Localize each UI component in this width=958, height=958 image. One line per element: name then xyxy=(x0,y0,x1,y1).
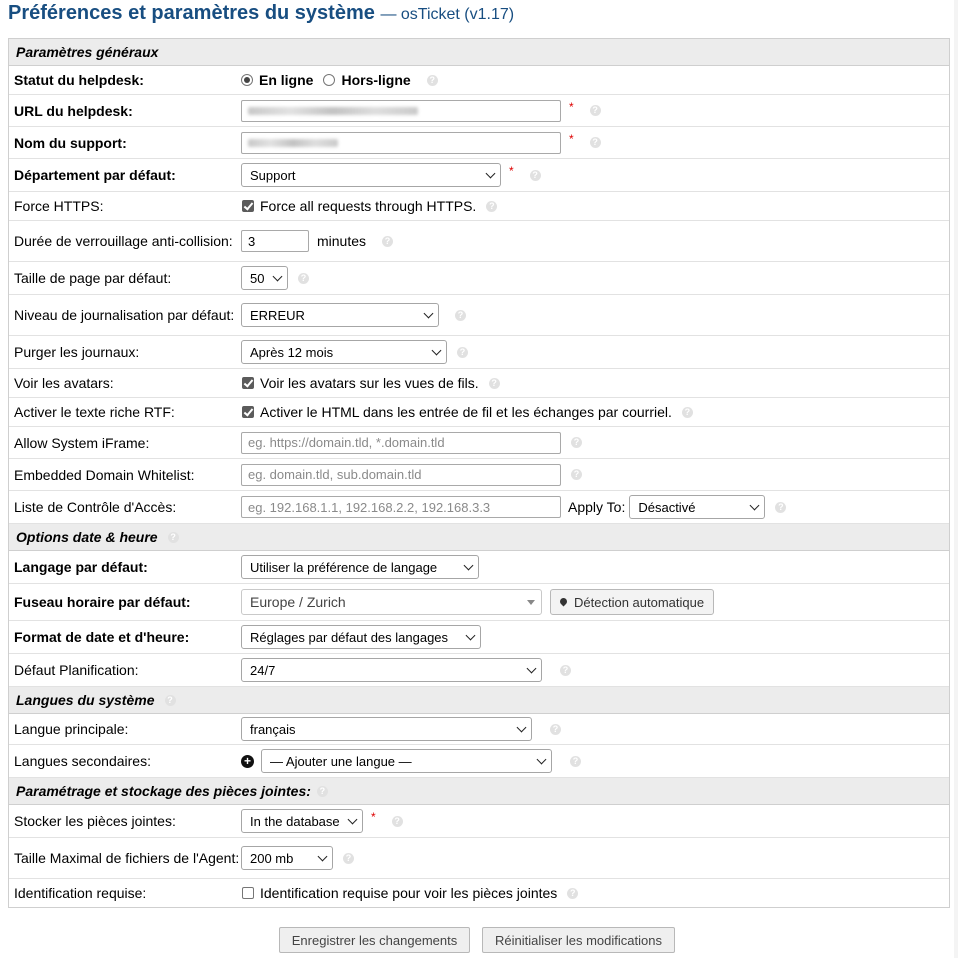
field-attachment-storage xyxy=(241,809,949,833)
max-file-size-value: 200 mb xyxy=(250,850,294,866)
field-helpdesk-url xyxy=(241,100,949,122)
row-acl xyxy=(9,491,949,524)
chevron-down-icon xyxy=(486,168,496,178)
row-helpdesk-name xyxy=(9,127,949,159)
radio-online[interactable] xyxy=(241,74,253,86)
force-https-checkbox[interactable] xyxy=(242,200,254,212)
field-domain-whitelist xyxy=(241,464,949,486)
field-helpdesk-name xyxy=(241,132,949,154)
label-default-department: Département par défaut: xyxy=(14,167,176,183)
scrollbar[interactable] xyxy=(954,0,958,958)
date-format-select[interactable] xyxy=(241,625,481,649)
row-rich-text xyxy=(9,398,949,427)
help-department-icon[interactable]: ? xyxy=(530,170,541,181)
required-marker: * xyxy=(569,99,574,114)
label-timezone: Fuseau horaire par défaut: xyxy=(14,594,191,610)
chevron-down-icon xyxy=(348,814,358,824)
row-avatars xyxy=(9,369,949,398)
schedule-select[interactable] xyxy=(241,658,542,682)
row-max-file-size xyxy=(9,838,949,879)
acl-input[interactable] xyxy=(241,496,561,518)
label-date-format: Format de date et d'heure: xyxy=(14,629,190,645)
label-helpdesk-name: Nom du support: xyxy=(14,134,127,151)
row-default-language xyxy=(9,551,949,584)
label-default-language: Langage par défaut: xyxy=(14,559,148,575)
field-max-file-size xyxy=(241,846,949,870)
help-iframe-icon[interactable]: ? xyxy=(571,437,582,448)
help-storage-icon[interactable]: ? xyxy=(392,816,403,827)
field-auth-required xyxy=(241,885,949,901)
field-lock-duration xyxy=(241,230,949,252)
default-language-select[interactable] xyxy=(241,555,479,579)
plus-circle-icon[interactable]: + xyxy=(241,755,254,768)
avatars-text: Voir les avatars sur les vues de fils. xyxy=(260,375,479,391)
label-attachment-storage: Stocker les pièces jointes: xyxy=(14,813,176,829)
timezone-select[interactable] xyxy=(241,589,542,615)
page-size-value: 50 xyxy=(250,270,265,286)
help-avatars-icon[interactable]: ? xyxy=(489,378,500,389)
row-date-format xyxy=(9,621,949,654)
helpdesk-url-input[interactable] xyxy=(241,100,561,122)
attachment-storage-select[interactable] xyxy=(241,809,363,833)
help-secondary-language-icon[interactable]: ? xyxy=(570,756,581,767)
section-attachments-title: Paramétrage et stockage des pièces jointes: xyxy=(16,783,311,799)
lock-duration-unit: minutes xyxy=(317,233,367,249)
field-helpdesk-status xyxy=(241,72,949,88)
required-marker: * xyxy=(569,131,574,146)
rich-text-text: Activer le HTML dans les entrée de fil et les échanges par courriel. xyxy=(260,404,672,420)
force-https-text: Force all requests through HTTPS. xyxy=(260,198,477,214)
chevron-down-icon xyxy=(432,345,442,355)
label-lock-duration: Durée de verrouillage anti-collision: xyxy=(14,233,233,249)
chevron-down-icon xyxy=(464,560,474,570)
row-secondary-languages xyxy=(9,745,949,778)
label-primary-language: Langue principale: xyxy=(14,721,129,737)
row-page-size xyxy=(9,262,949,295)
chevron-down-icon xyxy=(318,851,328,861)
acl-apply-value: Désactivé xyxy=(638,499,696,515)
required-marker: * xyxy=(371,810,376,824)
chevron-down-icon xyxy=(424,308,434,318)
help-schedule-icon[interactable]: ? xyxy=(560,665,571,676)
row-domain-whitelist xyxy=(9,459,949,491)
department-select[interactable] xyxy=(241,163,501,187)
label-avatars: Voir les avatars: xyxy=(14,375,114,391)
label-schedule: Défaut Planification: xyxy=(14,662,139,678)
section-datetime xyxy=(9,524,949,551)
radio-offline[interactable] xyxy=(323,74,335,86)
schedule-value: 24/7 xyxy=(250,662,276,678)
label-force-https: Force HTTPS: xyxy=(14,198,104,214)
row-auth-required xyxy=(9,879,949,907)
settings-form xyxy=(8,38,950,908)
department-select-value: Support xyxy=(250,167,296,183)
field-rich-text xyxy=(241,404,949,420)
label-rich-text: Activer le texte riche RTF: xyxy=(14,404,175,420)
helpdesk-name-input[interactable] xyxy=(241,132,561,154)
row-lock-duration xyxy=(9,221,949,262)
label-auth-required: Identification requise: xyxy=(14,885,147,901)
map-marker-icon xyxy=(559,596,569,606)
help-status-icon[interactable]: ? xyxy=(427,75,438,86)
log-level-select[interactable] xyxy=(241,303,439,327)
label-log-level: Niveau de journalisation par défaut: xyxy=(14,307,235,323)
label-helpdesk-url: URL du helpdesk: xyxy=(14,102,133,119)
iframe-input[interactable] xyxy=(241,432,561,454)
primary-language-value: français xyxy=(250,721,296,737)
field-date-format xyxy=(241,625,949,649)
field-default-language xyxy=(241,555,949,579)
help-name-icon[interactable]: ? xyxy=(590,137,601,148)
field-iframe xyxy=(241,432,949,454)
save-button[interactable]: Enregistrer les changements xyxy=(279,927,470,953)
field-log-level xyxy=(241,303,949,327)
row-helpdesk-status xyxy=(9,66,949,95)
row-schedule xyxy=(9,654,949,687)
row-helpdesk-url xyxy=(9,95,949,127)
field-purge-logs xyxy=(241,340,949,364)
page-title-version: — osTicket (v1.17) xyxy=(380,6,515,23)
avatars-checkbox[interactable] xyxy=(242,377,254,389)
redacted-name-value xyxy=(248,139,338,147)
radio-online-label: En ligne xyxy=(259,72,314,88)
field-timezone xyxy=(241,589,949,615)
acl-apply-select[interactable] xyxy=(629,495,765,519)
help-primary-language-icon[interactable]: ? xyxy=(550,724,561,735)
label-iframe: Allow System iFrame: xyxy=(14,434,150,451)
redacted-url-value xyxy=(248,107,418,115)
auto-detect-label: Détection automatique xyxy=(574,594,705,610)
field-schedule xyxy=(241,658,949,682)
date-format-value: Réglages par défaut des langages xyxy=(250,629,449,645)
timezone-value: Europe / Zurich xyxy=(250,594,346,610)
row-purge-logs xyxy=(9,336,949,369)
field-acl xyxy=(241,495,949,519)
chevron-down-icon xyxy=(273,271,283,281)
chevron-down-icon xyxy=(750,500,760,510)
row-attachment-storage xyxy=(9,805,949,838)
row-log-level xyxy=(9,295,949,336)
page-size-select[interactable] xyxy=(241,266,288,290)
domain-whitelist-input[interactable] xyxy=(241,464,561,486)
section-attachments xyxy=(9,778,949,805)
primary-language-select[interactable] xyxy=(241,717,532,741)
radio-offline-label: Hors-ligne xyxy=(341,72,411,88)
label-purge-logs: Purger les journaux: xyxy=(14,344,140,360)
section-languages xyxy=(9,687,949,714)
help-maxsize-icon[interactable]: ? xyxy=(343,853,354,864)
help-lock-icon[interactable]: ? xyxy=(382,236,393,247)
row-iframe xyxy=(9,427,949,459)
label-helpdesk-status: Statut du helpdesk: xyxy=(14,72,144,88)
lock-duration-input[interactable] xyxy=(241,230,309,252)
reset-button[interactable]: Réinitialiser les modifications xyxy=(482,927,675,953)
label-domain-whitelist: Embedded Domain Whitelist: xyxy=(14,466,195,483)
help-url-icon[interactable]: ? xyxy=(590,105,601,116)
default-language-value: Utiliser la préférence de langage xyxy=(250,559,438,575)
caret-down-icon xyxy=(527,600,535,605)
section-languages-title: Langues du système xyxy=(16,692,155,708)
field-default-department xyxy=(241,163,949,187)
max-file-size-select[interactable] xyxy=(241,846,333,870)
log-level-value: ERREUR xyxy=(250,307,305,323)
field-force-https xyxy=(241,198,949,214)
field-avatars xyxy=(241,375,949,391)
field-secondary-languages xyxy=(241,749,949,773)
section-general-title: Paramètres généraux xyxy=(16,44,159,60)
auth-required-checkbox[interactable] xyxy=(242,887,254,899)
label-page-size: Taille de page par défaut: xyxy=(14,270,172,286)
chevron-down-icon xyxy=(517,722,527,732)
section-datetime-title: Options date & heure xyxy=(16,529,158,545)
chevron-down-icon xyxy=(466,630,476,640)
acl-apply-label: Apply To: xyxy=(568,499,626,515)
help-whitelist-icon[interactable]: ? xyxy=(571,469,582,480)
help-loglevel-icon[interactable]: ? xyxy=(455,310,466,321)
field-primary-language xyxy=(241,717,949,741)
help-attachments-icon[interactable]: ? xyxy=(317,786,328,797)
help-auth-icon[interactable]: ? xyxy=(567,888,578,899)
auto-detect-button[interactable] xyxy=(550,589,714,615)
label-acl: Liste de Contrôle d'Accès: xyxy=(14,499,177,515)
chevron-down-icon xyxy=(527,663,537,673)
help-datetime-icon[interactable]: ? xyxy=(168,532,179,543)
secondary-language-value: — Ajouter une langue — xyxy=(270,753,412,769)
row-default-department xyxy=(9,159,949,192)
help-richtext-icon[interactable]: ? xyxy=(682,407,693,418)
rich-text-checkbox[interactable] xyxy=(242,406,254,418)
purge-logs-select[interactable] xyxy=(241,340,447,364)
auth-required-text: Identification requise pour voir les pièces jointes xyxy=(260,885,558,901)
row-timezone xyxy=(9,584,949,621)
help-purge-icon[interactable]: ? xyxy=(457,347,468,358)
row-primary-language xyxy=(9,714,949,745)
section-general xyxy=(9,39,949,66)
label-secondary-languages: Langues secondaires: xyxy=(14,753,151,769)
page-title-main: Préférences et paramètres du système xyxy=(8,2,375,24)
help-languages-icon[interactable]: ? xyxy=(165,695,176,706)
row-force-https xyxy=(9,192,949,221)
secondary-language-select[interactable] xyxy=(261,749,552,773)
chevron-down-icon xyxy=(537,754,547,764)
help-acl-icon[interactable]: ? xyxy=(775,502,786,513)
required-marker: * xyxy=(509,164,514,178)
attachment-storage-value: In the database xyxy=(250,813,340,829)
help-https-icon[interactable]: ? xyxy=(486,201,497,212)
label-max-file-size: Taille Maximal de fichiers de l'Agent: xyxy=(14,850,240,866)
purge-logs-value: Après 12 mois xyxy=(250,344,334,360)
field-page-size xyxy=(241,266,949,290)
help-pagesize-icon[interactable]: ? xyxy=(298,273,309,284)
page-title xyxy=(8,2,514,25)
